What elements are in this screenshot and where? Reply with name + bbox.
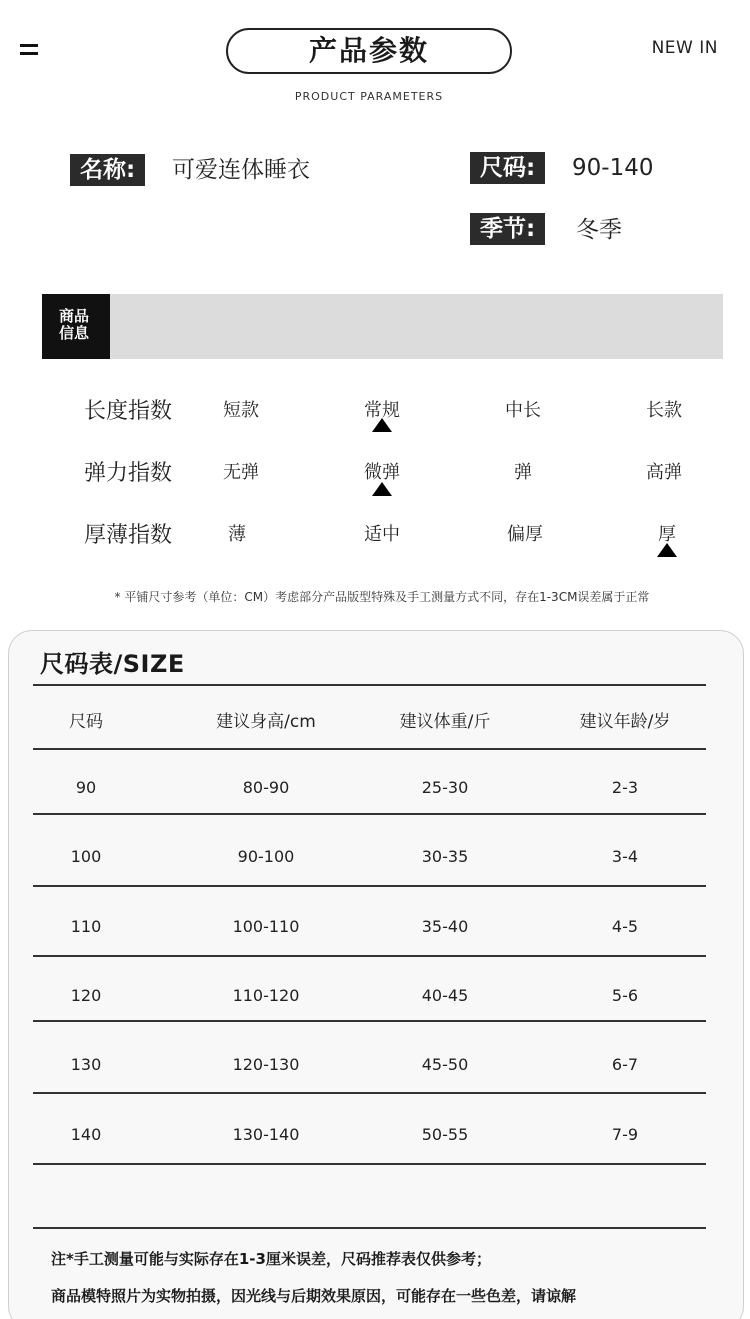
divider [33, 1020, 706, 1022]
season-value: 冬季 [576, 217, 622, 243]
index-option: 高弹 [646, 462, 682, 483]
table-cell: 50-55 [421, 1125, 469, 1144]
length-index-row [0, 394, 750, 434]
table-cell: 120 [70, 986, 102, 1005]
selected-marker-icon [372, 418, 392, 432]
thickness-index-row [0, 518, 750, 558]
table-cell: 110-120 [232, 986, 300, 1005]
page-subtitle: PRODUCT PARAMETERS [294, 90, 444, 103]
table-cell: 6-7 [611, 1055, 639, 1074]
index-option: 适中 [364, 524, 400, 545]
footnote: 注*手工测量可能与实际存在1-3厘米误差，尺码推荐表仅供参考； [51, 1250, 491, 1268]
table-cell: 30-35 [421, 847, 469, 866]
table-header-cell: 尺码 [69, 712, 103, 732]
index-option: 薄 [228, 524, 246, 545]
name-value: 可爱连体睡衣 [172, 157, 310, 183]
table-cell: 5-6 [611, 986, 639, 1005]
menu-icon[interactable] [20, 44, 38, 58]
divider [33, 885, 706, 887]
index-option: 中长 [505, 400, 541, 421]
table-cell: 80-90 [242, 778, 290, 797]
divider [33, 1092, 706, 1094]
season-tag: 季节: [470, 213, 545, 245]
size-table-card [8, 630, 744, 1319]
table-cell: 35-40 [421, 917, 469, 936]
table-cell: 2-3 [611, 778, 639, 797]
info-bar [42, 294, 723, 359]
footnote: 商品模特照片为实物拍摄，因光线与后期效果原因，可能存在一些色差，请谅解 [51, 1287, 577, 1305]
index-option: 长款 [646, 400, 682, 421]
index-label: 厚薄指数 [84, 523, 173, 548]
info-badge-line1: 商品 [59, 307, 90, 325]
size-value: 90-140 [572, 155, 654, 181]
table-header-cell: 建议身高/cm [216, 712, 316, 732]
table-cell: 40-45 [421, 986, 469, 1005]
index-option: 短款 [223, 400, 259, 421]
table-cell: 130-140 [232, 1125, 300, 1144]
index-option: 偏厚 [507, 524, 543, 545]
table-cell: 120-130 [232, 1055, 300, 1074]
table-cell: 4-5 [611, 917, 639, 936]
selected-marker-icon [657, 543, 677, 557]
index-label: 长度指数 [84, 399, 173, 424]
selected-marker-icon [372, 482, 392, 496]
divider [33, 1163, 706, 1165]
table-cell: 7-9 [611, 1125, 639, 1144]
info-badge [42, 294, 110, 359]
table-cell: 100-110 [232, 917, 300, 936]
table-cell: 90-100 [237, 847, 295, 866]
name-tag: 名称: [70, 154, 145, 186]
size-tag: 尺码: [470, 152, 545, 184]
table-header-cell: 建议体重/斤 [399, 712, 491, 732]
table-cell: 45-50 [421, 1055, 469, 1074]
table-cell: 140 [70, 1125, 102, 1144]
divider [33, 955, 706, 957]
divider [33, 684, 706, 686]
page-title: 产品参数 [226, 28, 512, 74]
table-cell: 90 [75, 778, 97, 797]
index-option: 厚 [658, 524, 676, 545]
index-option: 无弹 [223, 462, 259, 483]
index-option: 常规 [364, 400, 400, 421]
table-cell: 25-30 [421, 778, 469, 797]
info-badge-line2: 信息 [59, 324, 90, 342]
index-option: 弹 [514, 462, 532, 483]
index-option: 微弹 [364, 462, 400, 483]
table-cell: 100 [70, 847, 102, 866]
size-table-title: 尺码表/SIZE [40, 650, 185, 678]
elasticity-index-row [0, 456, 750, 496]
divider [33, 1227, 706, 1229]
new-in-link[interactable]: NEW IN [651, 38, 718, 58]
index-label: 弹力指数 [84, 461, 173, 486]
divider [33, 813, 706, 815]
table-cell: 130 [70, 1055, 102, 1074]
measurement-note: * 平铺尺寸参考（单位：CM）考虑部分产品版型特殊及手工测量方式不同，存在1-3CM误差属于正常 [114, 590, 650, 604]
table-cell: 110 [70, 917, 102, 936]
table-cell: 3-4 [611, 847, 639, 866]
table-header-cell: 建议年龄/岁 [579, 712, 671, 732]
divider [33, 748, 706, 750]
